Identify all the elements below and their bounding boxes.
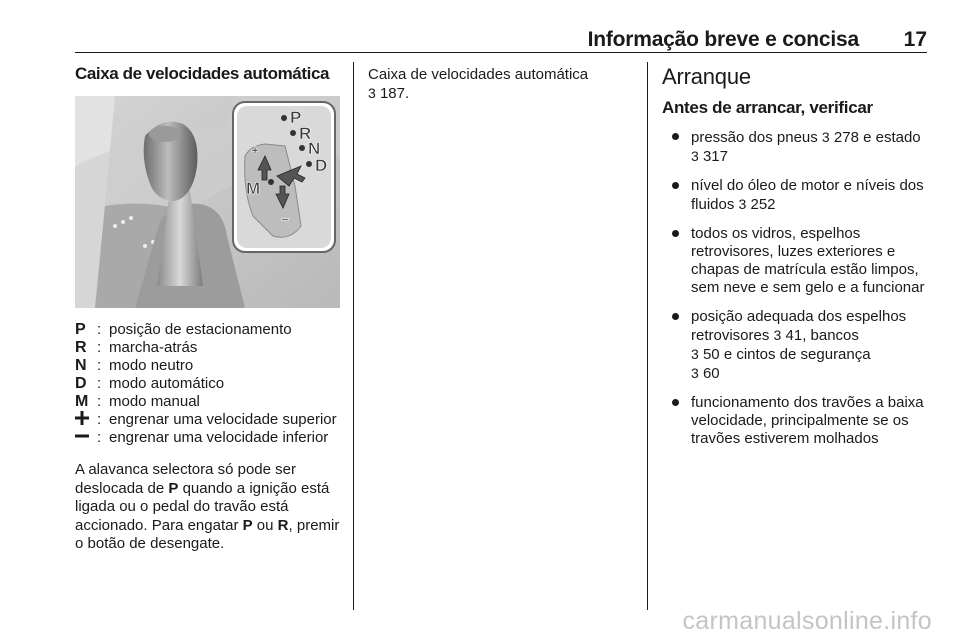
gate-label-m: M [246, 179, 261, 198]
page-reference-icon: 3 [773, 327, 782, 343]
legend-row-r: R : marcha-atrás [75, 339, 198, 356]
legend-row-minus: : engrenar uma velocidade inferior [75, 429, 340, 447]
section-heading-gearbox: Caixa de velocidades automática [75, 64, 330, 83]
watermark: carmanualsonline.info [682, 607, 932, 635]
page-reference-icon: 3 [821, 129, 830, 145]
cross-reference-page: 187. [379, 85, 410, 102]
column-divider-2 [647, 62, 648, 610]
bullet-icon [672, 399, 679, 406]
gear-selector-figure [75, 96, 340, 308]
bullet-icon [672, 313, 679, 320]
column-1 [75, 64, 340, 554]
minus-icon [75, 429, 97, 447]
gate-label-plus: + [251, 142, 260, 158]
legend-row-n: N : modo neutro [75, 357, 194, 374]
gear-legend [75, 321, 340, 447]
bullet-icon [672, 230, 679, 237]
page-reference-icon: 3 [691, 346, 699, 362]
gate-label-n: N [308, 139, 321, 158]
gate-label-p: P [290, 108, 302, 127]
legend-key-n: N [75, 357, 87, 374]
bullet-icon [672, 133, 679, 140]
gate-label-r: R [299, 124, 312, 143]
legend-key-r: R [75, 339, 87, 356]
legend-row-m: M : modo manual [75, 393, 200, 410]
plus-icon [75, 411, 97, 429]
subheading-check: Antes de arrancar, verificar [662, 98, 873, 117]
bullet-icon [672, 182, 679, 189]
selector-lever-paragraph: A alavanca selectora só pode ser deslocada de P quando a ignição está ligada ou o pedal do travão está accionado. Para engatar P ou R, premir o botão de desengate. [75, 461, 340, 552]
page-header [75, 28, 927, 52]
legend-row-d: D : modo automático [75, 375, 225, 392]
gate-label-d: D [315, 156, 328, 175]
legend-key-m: M [75, 393, 89, 410]
page-reference-icon: 3 [738, 196, 747, 212]
page-reference-icon: 3 [691, 365, 699, 381]
legend-row-plus: : engrenar uma velocidade superior [75, 411, 340, 429]
column-3 [662, 64, 927, 459]
list-item: todos os vidros, espelhos retrovisores, luzes exteriores e chapas de matrícula estão limpos, sem neve e sem gelo e a funcionar [662, 225, 927, 297]
gear-selector-illustration [75, 96, 340, 308]
page-number: 17 [903, 28, 927, 51]
checklist [662, 128, 927, 448]
legend-row-p: P : posição de estacionamento [75, 321, 292, 338]
page-reference-icon: 3 [691, 148, 699, 164]
gate-label-minus: − [281, 211, 290, 227]
list-item: posição adequada dos espelhos retrovisores 3 41, bancos 3 50 e cintos de segurança 3 60 [662, 308, 927, 383]
legend-key-d: D [75, 375, 87, 392]
column-2 [368, 66, 638, 103]
column-divider-1 [353, 62, 354, 610]
list-item: nível do óleo de motor e níveis dos fluidos 3 252 [662, 177, 927, 214]
list-item: pressão dos pneus 3 278 e estado 3 317 [662, 128, 927, 166]
list-item: funcionamento dos travões a baixa velocidade, principalmente se os travões estiverem molhados [662, 394, 927, 448]
header-divider [75, 52, 927, 53]
legend-key-p: P [75, 321, 86, 338]
cross-reference-text: Caixa de velocidades automática [368, 66, 589, 83]
cross-reference[interactable] [368, 66, 638, 103]
header-title: Informação breve e concisa [587, 28, 859, 51]
page-reference-icon: 3 [368, 85, 376, 101]
section-heading-start: Arranque [662, 64, 751, 89]
